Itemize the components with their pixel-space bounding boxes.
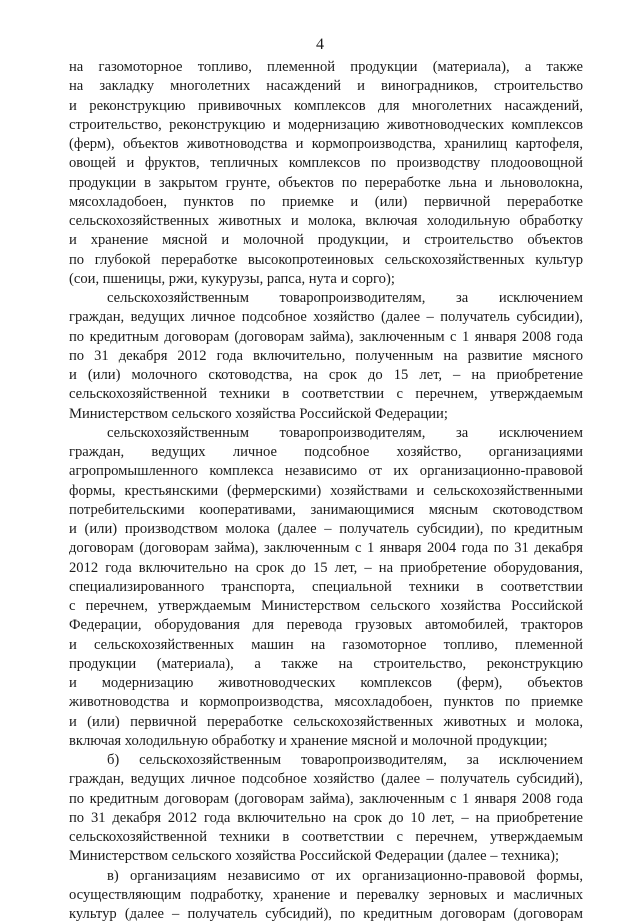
text-line: (ферм), объектов животноводства и кормопроизводства, хранилищ картофеля, xyxy=(69,136,583,152)
text-line: на газомоторное топливо, племенной продукции (материала), а также xyxy=(69,59,583,75)
text-line: потребительскими кооперативами, занимающимися мясным скотоводством xyxy=(69,501,583,518)
text-line: формы, крестьянскими (фермерскими) хозяйствами и сельскохозяйственными xyxy=(69,482,583,499)
text-line: по кредитным договорам (договорам займа), заключенным с 1 января 2008 года xyxy=(69,328,583,345)
text-line: в) организациям независимо от их организационно-правовой формы, xyxy=(107,867,583,884)
text-line: Министерством сельского хозяйства Российской Федерации; xyxy=(69,405,448,422)
text-line: сельскохозяйственной техники в соответствии с перечнем, утверждаемым xyxy=(69,386,583,403)
text-line: мясохладобоен, пунктов по приемке и (или) первичной переработке xyxy=(69,193,583,210)
text-line: овощей и фруктов, тепличных комплексов по производству плодоовощной xyxy=(69,155,583,172)
text-line: строительство, реконструкцию и модернизацию животноводческих комплексов xyxy=(69,116,583,133)
text-line: продукции в закрытом грунте, объектов по переработке льна и льноволокна, xyxy=(69,174,583,191)
text-line: сельскохозяйственным товаропроизводителям, за исключением xyxy=(107,424,583,441)
text-line: б) сельскохозяйственным товаропроизводителям, за исключением xyxy=(107,752,583,768)
text-line: культур (далее – получатель субсидий), по кредитным договорам (договорам xyxy=(69,906,583,922)
text-line: Министерством сельского хозяйства Российской Федерации (далее – техника); xyxy=(69,848,560,865)
text-line: по кредитным договорам (договорам займа), заключенным с 1 января 2008 года xyxy=(69,790,583,807)
text-line: и реконструкцию прививочных комплексов для многолетних насаждений, xyxy=(69,97,583,114)
text-line: с перечнем, утверждаемым Министерством сельского хозяйства Российской xyxy=(69,598,583,614)
text-line: сельскохозяйственных животных и молока, включая холодильную обработку xyxy=(69,213,583,229)
text-line: по глубокой переработке высокопротеиновых сельскохозяйственных культур xyxy=(69,251,583,268)
text-line: Федерации, оборудования для перевода грузовых автомобилей, тракторов xyxy=(69,617,583,634)
text-line: и (или) производством молока (далее – получатель субсидии), по кредитным xyxy=(69,521,583,537)
text-line: сельскохозяйственной техники в соответствии с перечнем, утверждаемым xyxy=(69,829,583,845)
text-line: граждан, ведущих личное подсобное хозяйство (далее – получатель субсидии), xyxy=(69,309,583,326)
text-line: граждан, ведущих личное подсобное хозяйство, организациями xyxy=(69,444,583,460)
text-line: агропромышленного комплекса независимо от их организационно-правовой xyxy=(69,463,583,480)
text-line: граждан, ведущих личное подсобное хозяйство (далее – получатель субсидий), xyxy=(69,771,583,788)
document-body xyxy=(69,58,583,924)
text-line: и (или) молочного скотоводства, на срок до 15 лет, – на приобретение xyxy=(69,367,583,383)
text-line: на закладку многолетних насаждений и виноградников, строительство xyxy=(69,78,583,95)
text-line: и модернизацию животноводческих комплексов (ферм), объектов xyxy=(69,675,583,691)
text-line: включая холодильную обработку и хранение мясной и молочной продукции; xyxy=(69,732,548,749)
text-line: осуществляющим подработку, хранение и перевалку зерновых и масличных xyxy=(69,886,583,903)
page-number: 4 xyxy=(316,36,324,53)
text-line: договорам (договорам займа), заключенным с 1 января 2004 года по 31 декабря xyxy=(69,540,583,557)
text-line: и (или) первичной переработке сельскохозяйственных животных и молока, xyxy=(69,713,583,730)
text-line: 2012 года включительно на срок до 15 лет, – на приобретение оборудования, xyxy=(69,559,583,576)
text-line: продукции (материала), а также на строительство, реконструкцию xyxy=(69,655,583,672)
text-line: животноводства и кормопроизводства, мясохладобоен, пунктов по приемке xyxy=(69,694,583,711)
text-line: и сельскохозяйственных машин на газомоторное топливо, племенной xyxy=(69,636,583,653)
text-line: сельскохозяйственным товаропроизводителям, за исключением xyxy=(107,290,583,306)
text-line: и хранение мясной и молочной продукции, и строительство объектов xyxy=(69,232,583,249)
text-line: специализированного транспорта, специальной техники в соответствии xyxy=(69,578,583,595)
text-line: по 31 декабря 2012 года включительно на срок до 10 лет, – на приобретение xyxy=(69,809,583,826)
text-line: (сои, пшеницы, ржи, кукурузы, рапса, нута и сорго); xyxy=(69,270,395,287)
text-line: по 31 декабря 2012 года включительно, полученным на развитие мясного xyxy=(69,347,583,364)
